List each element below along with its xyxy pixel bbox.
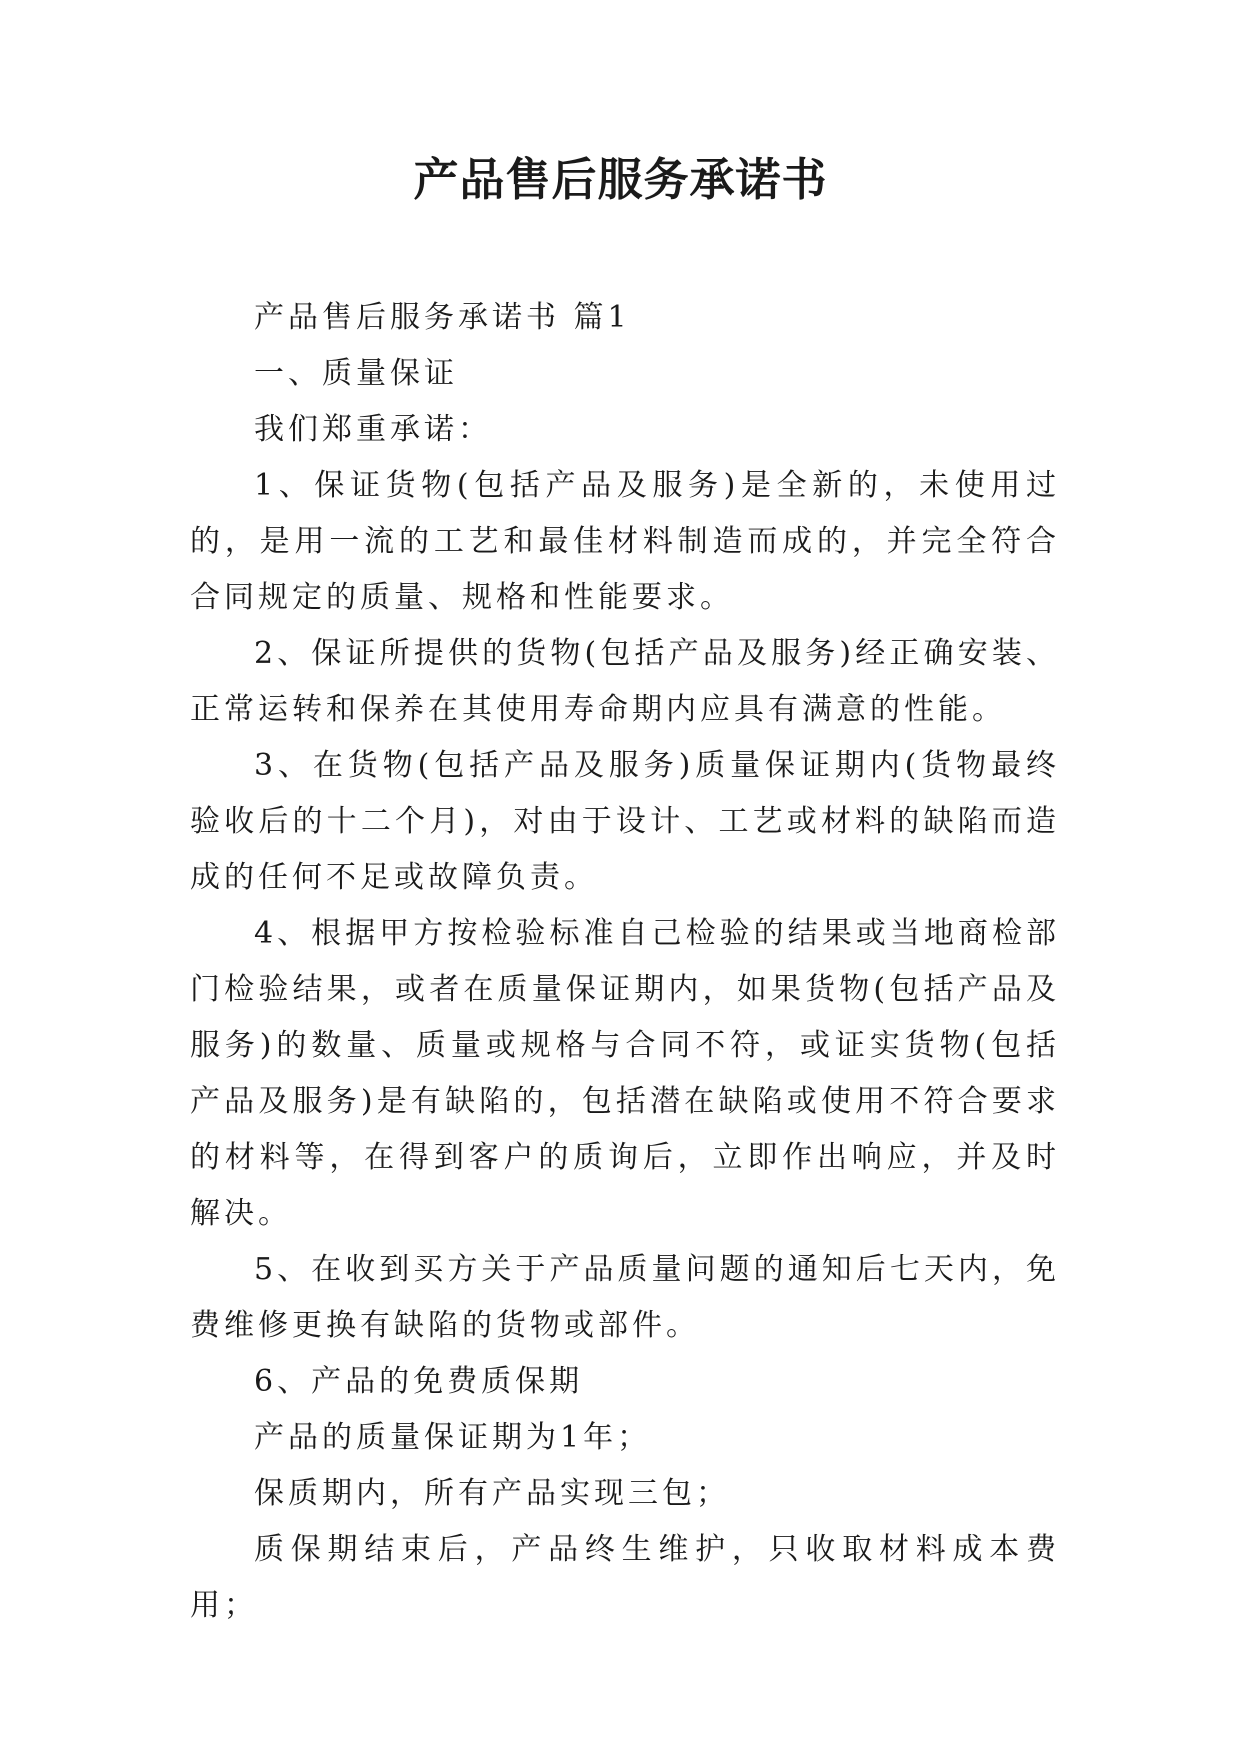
document-body xyxy=(190,290,1060,1634)
paragraph: 1、保证货物(包括产品及服务)是全新的，未使用过的，是用一流的工艺和最佳材料制造而成的，并完全符合合同规定的质量、规格和性能要求。 xyxy=(190,468,1060,615)
paragraph: 5、在收到买方关于产品质量问题的通知后七天内，免费维修更换有缺陷的货物或部件。 xyxy=(190,1252,1060,1343)
subsection-heading: 一、质量保证 xyxy=(254,356,458,391)
document-title: 产品售后服务承诺书 xyxy=(413,153,828,206)
paragraph: 6、产品的免费质保期 xyxy=(254,1364,584,1399)
paragraph: 3、在货物(包括产品及服务)质量保证期内(货物最终验收后的十二个月)，对由于设计、工艺或材料的缺陷而造成的任何不足或故障负责。 xyxy=(190,748,1060,895)
paragraph: 保质期内，所有产品实现三包； xyxy=(254,1476,730,1511)
paragraph: 2、保证所提供的货物(包括产品及服务)经正确安装、正常运转和保养在其使用寿命期内应具有满意的性能。 xyxy=(190,636,1060,727)
paragraph: 我们郑重承诺： xyxy=(254,412,492,447)
paragraph: 4、根据甲方按检验标准自己检验的结果或当地商检部门检验结果，或者在质量保证期内，如果货物(包括产品及服务)的数量、质量或规格与合同不符，或证实货物(包括产品及服务)是有缺陷的，包括潜在缺陷或使用不符合要求的材料等，在得到客户的质询后，立即作出响应，并及时解决。 xyxy=(190,916,1060,1231)
section-heading: 产品售后服务承诺书 篇1 xyxy=(254,300,631,335)
paragraph: 质保期结束后，产品终生维护，只收取材料成本费用； xyxy=(190,1532,1060,1623)
paragraph: 产品的质量保证期为1年； xyxy=(254,1420,652,1455)
